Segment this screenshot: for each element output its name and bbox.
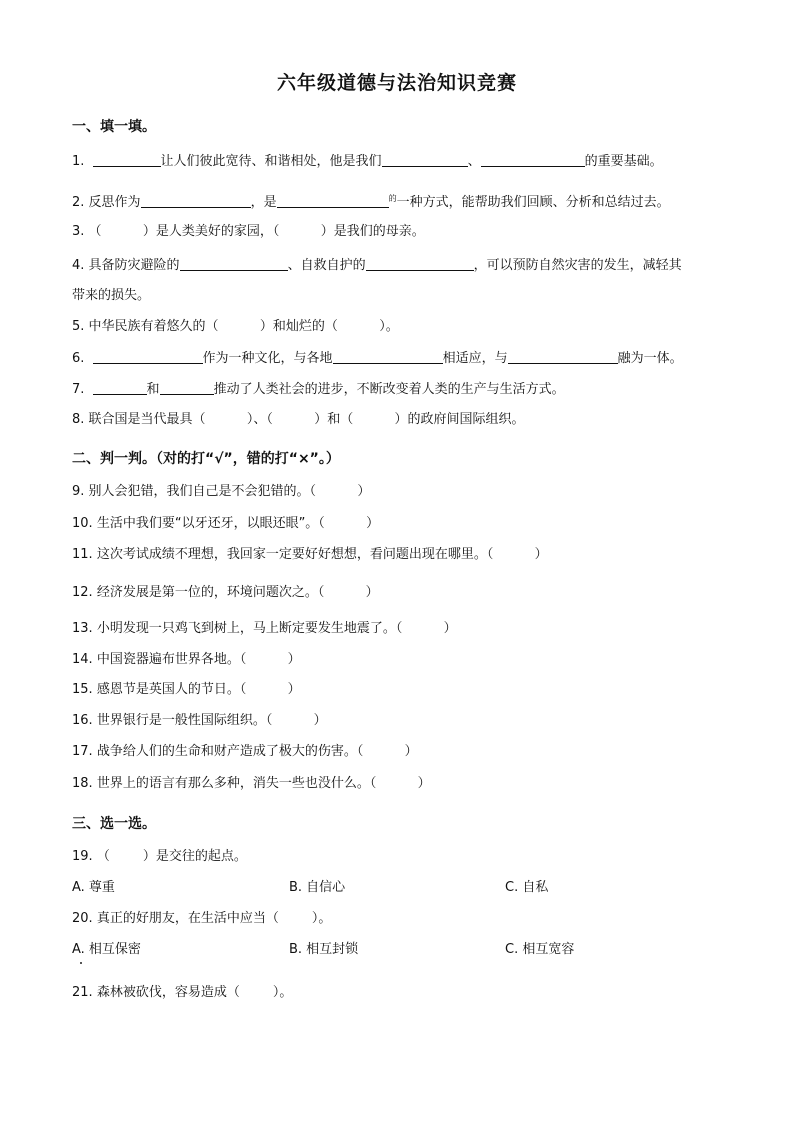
question-20 — [72, 911, 331, 927]
question-5 — [72, 319, 399, 335]
question-text: 一种方式，能帮助我们回顾、分析和总结过去。 — [396, 195, 670, 210]
judge-item — [72, 547, 548, 563]
question-text: 推动了人类社会的进步，不断改变着人类的生产与生活方式。 — [213, 382, 565, 397]
option-b[interactable]: B. 自信心 — [289, 880, 346, 895]
question-4-continued: 带来的损失。 — [72, 288, 151, 303]
question-4 — [72, 257, 682, 274]
question-number: 17. — [72, 744, 93, 759]
question-text: 作为一种文化，与各地 — [202, 351, 333, 366]
question-text: 让人们彼此宽待、和谐相处，他是我们 — [160, 154, 382, 169]
answer-blank[interactable] — [160, 381, 214, 395]
judge-item — [72, 744, 418, 760]
question-text: （ ）是人类美好的家园，（ ）是我们的母亲。 — [88, 224, 425, 239]
question-21 — [72, 985, 292, 1001]
judge-item — [72, 516, 379, 532]
question-text: 小明发现一只鸡飞到树上，马上断定要发生地震了。（ ） — [96, 621, 457, 636]
question-text: 的 — [388, 194, 397, 203]
judge-item — [72, 484, 370, 500]
question-number: 5. — [72, 319, 85, 334]
question-number: 15. — [72, 682, 93, 697]
question-number: 12. — [72, 585, 93, 600]
option-a[interactable]: A. 尊重 — [72, 880, 115, 895]
judge-item — [72, 585, 379, 601]
question-7 — [72, 381, 565, 398]
option-a[interactable]: A. 相互保密 — [72, 942, 141, 957]
question-text: 真正的好朋友，在生活中应当（ ）。 — [96, 911, 332, 926]
question-19 — [72, 849, 247, 865]
question-number: 1. — [72, 154, 85, 169]
question-text: 世界上的语言有那么多种，消失一些也没什么。（ ） — [96, 776, 431, 791]
question-number: 10. — [72, 516, 93, 531]
question-number: 18. — [72, 776, 93, 791]
judge-item — [72, 776, 431, 792]
question-text: 别人会犯错，我们自己是不会犯错的。（ ） — [88, 484, 371, 499]
question-2 — [72, 191, 670, 211]
question-text: 战争给人们的生命和财产造成了极大的伤害。（ ） — [96, 744, 418, 759]
question-number: 16. — [72, 713, 93, 728]
question-text: 中华民族有着悠久的（ ）和灿烂的（ ）。 — [88, 319, 399, 334]
question-text: （ ）是交往的起点。 — [96, 849, 247, 864]
question-6 — [72, 350, 683, 367]
option-b[interactable]: B. 相互封锁 — [289, 942, 359, 957]
question-text: 、自救自护的 — [287, 258, 366, 273]
answer-blank[interactable] — [333, 350, 443, 364]
judge-item — [72, 682, 301, 698]
question-text: 生活中我们要“以牙还牙，以眼还眼”。（ ） — [96, 516, 380, 531]
question-text: 经济发展是第一位的，环境问题次之。（ ） — [96, 585, 379, 600]
question-text: 反思作为 — [88, 195, 141, 210]
question-text: 融为一体。 — [617, 351, 683, 366]
question-text: ，可以预防自然灾害的发生，减轻其 — [473, 258, 682, 273]
judge-item — [72, 713, 327, 729]
question-number: 3. — [72, 224, 85, 239]
question-1 — [72, 153, 663, 170]
judge-item — [72, 621, 457, 637]
question-number: 21. — [72, 985, 93, 1000]
answer-blank[interactable] — [382, 153, 468, 167]
question-number: 9. — [72, 484, 85, 499]
question-number: 19. — [72, 849, 93, 864]
section-fill-heading: 一、填一填。 — [72, 119, 156, 135]
answer-blank[interactable] — [93, 350, 203, 364]
answer-blank[interactable] — [366, 257, 474, 271]
question-text: 这次考试成绩不理想，我回家一定要好好想想，看问题出现在哪里。（ ） — [96, 547, 548, 562]
question-text: 森林被砍伐，容易造成（ ）。 — [96, 985, 293, 1000]
question-text: 具备防灾避险的 — [88, 258, 180, 273]
question-number: 20. — [72, 911, 93, 926]
question-text: 联合国是当代最具（ ）、（ ）和（ ）的政府间国际组织。 — [88, 412, 525, 427]
option-c[interactable]: C. 自私 — [505, 880, 549, 895]
answer-blank[interactable] — [481, 153, 585, 167]
question-text: 的重要基础。 — [584, 154, 663, 169]
question-number: 6. — [72, 351, 85, 366]
question-8 — [72, 412, 525, 428]
answer-blank[interactable] — [93, 153, 161, 167]
option-c[interactable]: C. 相互宽容 — [505, 942, 575, 957]
page-title: 六年级道德与法治知识竞赛 — [276, 72, 517, 94]
question-number: 2. — [72, 195, 85, 210]
answer-blank[interactable] — [277, 194, 389, 208]
answer-blank[interactable] — [93, 381, 147, 395]
answer-blank[interactable] — [141, 194, 251, 208]
section-choose-heading: 三、选一选。 — [72, 816, 156, 832]
question-text: 相适应，与 — [442, 351, 508, 366]
question-text: 中国瓷器遍布世界各地。（ ） — [96, 652, 301, 667]
question-number: 7. — [72, 382, 85, 397]
section-judge-heading: 二、判一判。（对的打“√”，错的打“×”。） — [72, 451, 340, 467]
answer-blank[interactable] — [508, 350, 618, 364]
question-number: 11. — [72, 547, 93, 562]
question-number: 8. — [72, 412, 85, 427]
question-number: 14. — [72, 652, 93, 667]
question-text: 、 — [467, 154, 481, 169]
question-text: ，是 — [250, 195, 277, 210]
answer-blank[interactable] — [180, 257, 288, 271]
judge-item — [72, 652, 301, 668]
question-number: 4. — [72, 258, 85, 273]
question-3 — [72, 224, 425, 240]
question-text: 世界银行是一般性国际组织。（ ） — [96, 713, 327, 728]
stray-mark — [80, 962, 82, 964]
question-number: 13. — [72, 621, 93, 636]
question-text: 和 — [146, 382, 160, 397]
question-text: 感恩节是英国人的节日。（ ） — [96, 682, 301, 697]
